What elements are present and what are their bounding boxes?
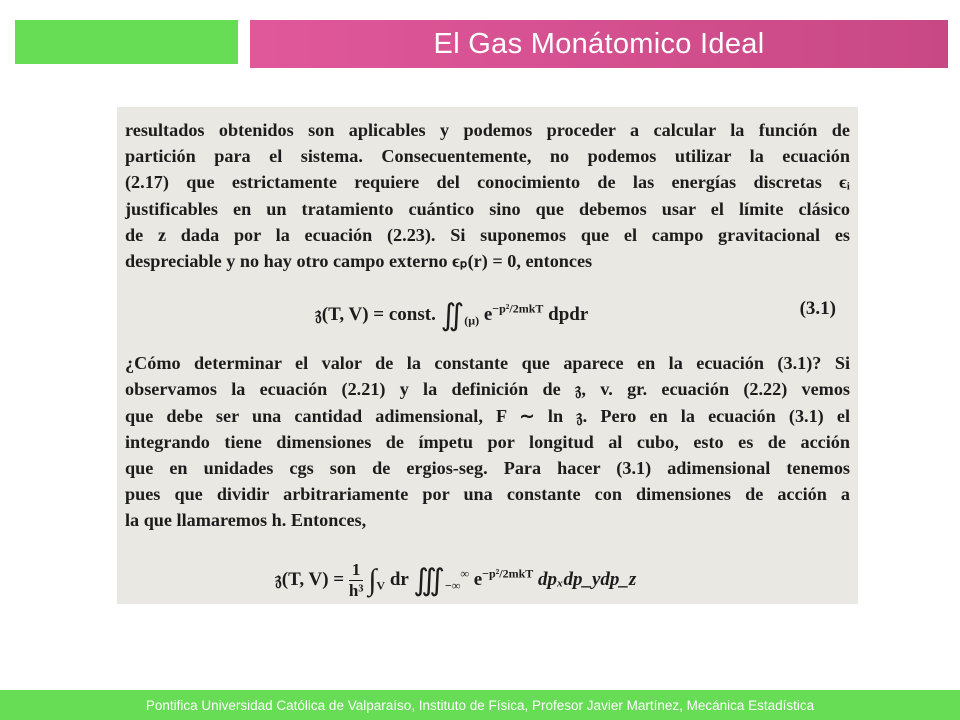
upper-limit: ∞ [460,566,469,581]
title-bar [250,20,948,68]
text-line: que en unidades cgs son de ergios-seg. Para hacer (3.1) adimensional tenemos [125,458,850,479]
scanned-text-excerpt [117,107,858,604]
equation-lhs: 𝔷(T, V) = const. [315,304,436,326]
exponential-base: e [473,568,483,590]
text-line: de z dada por la ecuación (2.23). Si suponemos que el campo gravitacional es [125,224,850,245]
header-accent-block [15,20,238,64]
paragraph-1 [125,117,850,274]
exponent: −p²/2mkT [482,566,534,581]
text-line: ¿Cómo determinar el valor de la constante que aparece en la ecuación (3.1)? Si [125,353,850,374]
text-line: que debe ser una cantidad adimensional, F ∼ ln 𝔷. Pero en la ecuación (3.1) el [125,405,850,426]
exponent: −p²/2mkT [492,301,544,316]
differentials: dpₓdp_ydp_z [538,568,637,590]
footer-bar [0,690,960,720]
equation-body [275,560,636,601]
integration-domain: (μ) [464,313,480,328]
equation-body [315,298,588,333]
lower-limit: −∞ [444,578,461,593]
dr: dr [389,568,409,590]
equation-3-1 [125,274,850,350]
text-line: observamos la ecuación (2.21) y la definición de 𝔷, v. gr. ecuación (2.22) vemos [125,379,850,400]
text-line: despreciable y no hay otro campo externo ϵₚ(r) = 0, entonces [125,251,593,272]
differentials: dpdr [548,304,589,326]
text-line: integrando tiene dimensiones de ímpetu por longitud al cubo, esto es de acción [125,431,850,452]
text-line: (2.17) que estrictamente requiere del conocimiento de las energías discretas ϵᵢ [125,172,850,193]
integral-sign: ∫ [368,563,377,597]
footer-credit: Pontifica Universidad Católica de Valparaíso, Instituto de Física, Profesor Javier Martínez, Mecánica Estadística [145,697,815,713]
volume-subscript: V [376,578,386,593]
equation-lhs: 𝔷(T, V) = [275,568,345,590]
equation-partition-function [125,542,850,616]
triple-integral-sign: ∭ [413,563,445,597]
text-line: justificables en un tratamiento cuántico sino que debemos usar el límite clásico [125,198,850,219]
fraction-denominator: h³ [348,580,364,600]
fraction-numerator: 1 [349,560,364,581]
text-line: resultados obtenidos son aplicables y podemos proceder a calcular la función de [125,120,850,140]
text-line: la que llamaremos h. Entonces, [125,510,367,531]
exponential-base: e [483,304,493,326]
slide-title: El Gas Monátomico Ideal [433,27,765,60]
text-line: partición para el sistema. Consecuentemente, no podemos utilizar la ecuación [125,146,850,167]
paragraph-2 [125,350,850,533]
equation-number: (3.1) [799,298,836,320]
fraction [349,560,364,601]
double-integral-sign: ∬ [440,299,465,333]
text-line: pues que dividir arbitrariamente por una constante con dimensiones de acción a [125,484,850,505]
